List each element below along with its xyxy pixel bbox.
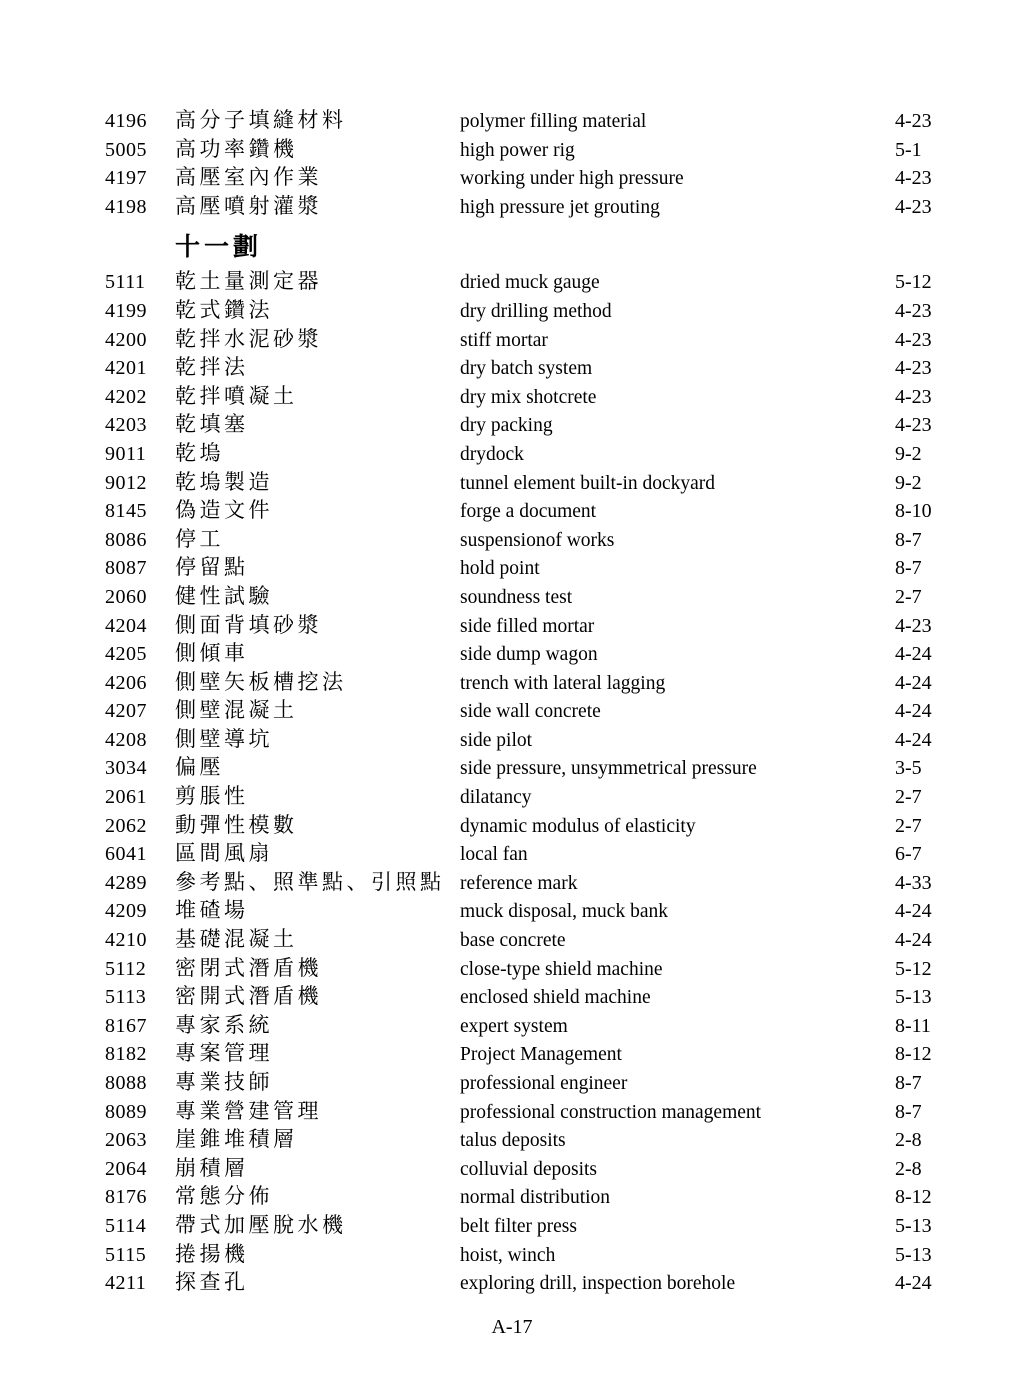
term-code: 8089 [105, 1100, 147, 1123]
term-english: hoist, winch [460, 1244, 556, 1266]
term-row [105, 135, 965, 164]
term-row [105, 1011, 965, 1040]
term-code: 9011 [105, 442, 147, 465]
term-code: 4197 [105, 167, 147, 190]
term-chinese: 基礎混凝土 [175, 927, 298, 952]
term-english: muck disposal, muck bank [460, 901, 668, 923]
term-english: side pressure, unsymmetrical pressure [460, 758, 757, 780]
term-page-ref: 4-24 [895, 900, 932, 923]
term-code: 6041 [105, 843, 147, 866]
term-chinese: 停留點 [175, 555, 249, 580]
term-code: 8088 [105, 1072, 147, 1094]
term-english: dry packing [460, 415, 553, 437]
term-row [105, 753, 965, 782]
term-row [105, 192, 965, 221]
term-chinese: 高壓室內作業 [175, 165, 322, 190]
term-chinese: 偏壓 [175, 755, 224, 780]
term-row [105, 639, 965, 668]
term-chinese: 常態分佈 [175, 1184, 273, 1209]
term-row [105, 1268, 965, 1297]
term-english: working under high pressure [460, 168, 684, 190]
term-chinese: 專家系統 [175, 1012, 273, 1037]
term-page-ref: 4-23 [895, 414, 932, 437]
term-row [105, 782, 965, 811]
term-page-ref: 2-8 [895, 1157, 922, 1180]
term-chinese: 崩積層 [175, 1155, 249, 1180]
term-chinese: 乾填塞 [175, 412, 249, 437]
term-english: suspensionof works [460, 529, 615, 551]
term-page-ref: 4-23 [895, 385, 932, 408]
term-page-ref: 4-24 [895, 700, 932, 723]
term-english: exploring drill, inspection borehole [460, 1273, 736, 1295]
term-row [105, 1125, 965, 1154]
term-code: 9012 [105, 471, 147, 494]
term-english: reference mark [460, 872, 578, 894]
term-page-ref: 5-1 [895, 138, 922, 161]
term-chinese: 密閉式潛盾機 [175, 955, 322, 980]
term-chinese: 側壁矢板槽挖法 [175, 669, 347, 694]
term-page-ref: 8-12 [895, 1186, 932, 1209]
term-english: side pilot [460, 729, 533, 751]
term-row [105, 410, 965, 439]
term-row [105, 439, 965, 468]
term-code: 2061 [105, 786, 147, 809]
term-row [105, 696, 965, 725]
term-row [105, 525, 965, 554]
term-page-ref: 4-23 [895, 328, 932, 351]
term-code: 4200 [105, 328, 147, 351]
term-english: dry mix shotcrete [460, 386, 597, 408]
term-chinese: 高功率鑽機 [175, 136, 298, 161]
term-page-ref: 2-7 [895, 585, 922, 608]
term-chinese: 偽造文件 [175, 498, 273, 523]
term-page-ref: 4-23 [895, 195, 932, 218]
term-page-ref: 2-8 [895, 1129, 922, 1152]
term-row [105, 1068, 965, 1097]
term-row [105, 267, 965, 296]
term-page-ref: 4-24 [895, 929, 932, 952]
term-chinese: 乾塢 [175, 440, 224, 465]
term-chinese: 區間風扇 [175, 841, 273, 866]
term-code: 4205 [105, 643, 147, 666]
term-page-ref: 8-10 [895, 500, 932, 523]
term-code: 4202 [105, 385, 147, 408]
term-english: belt filter press [460, 1215, 577, 1237]
term-row [105, 468, 965, 497]
term-english: professional construction management [460, 1101, 762, 1123]
term-code: 4204 [105, 614, 147, 637]
term-chinese: 專業技師 [175, 1070, 273, 1094]
term-english: soundness test [460, 586, 573, 608]
term-chinese: 側壁導坑 [175, 726, 273, 751]
term-page-ref: 5-13 [895, 986, 932, 1009]
term-chinese: 乾拌噴凝土 [175, 383, 298, 408]
term-chinese: 剪脹性 [175, 784, 249, 809]
term-english: dried muck gauge [460, 272, 600, 294]
term-english: hold point [460, 558, 540, 580]
term-chinese: 乾拌水泥砂漿 [175, 326, 322, 351]
term-page-ref: 9-2 [895, 442, 922, 465]
term-row [105, 353, 965, 382]
term-page-ref: 4-24 [895, 671, 932, 694]
term-code: 8087 [105, 557, 147, 580]
term-page-ref: 8-12 [895, 1043, 932, 1066]
term-english: normal distribution [460, 1187, 611, 1209]
term-english: drydock [460, 443, 524, 465]
term-english: expert system [460, 1015, 568, 1037]
term-code: 4198 [105, 195, 147, 218]
page-number: A-17 [491, 1316, 533, 1338]
term-row [105, 1211, 965, 1240]
term-page-ref: 4-23 [895, 167, 932, 190]
term-chinese: 帶式加壓脫水機 [175, 1212, 347, 1237]
term-english: high power rig [460, 139, 575, 161]
term-page-ref: 8-7 [895, 1072, 922, 1094]
term-english: forge a document [460, 501, 597, 523]
term-row [105, 496, 965, 525]
term-code: 8182 [105, 1043, 147, 1066]
term-chinese: 參考點、照準點、引照點 [175, 869, 445, 894]
term-chinese: 動彈性模數 [175, 812, 298, 837]
term-english: dry drilling method [460, 300, 612, 322]
term-row [105, 896, 965, 925]
term-row [105, 1182, 965, 1211]
term-code: 4210 [105, 929, 147, 952]
term-chinese: 高分子填縫材料 [175, 108, 347, 132]
term-code: 4201 [105, 357, 147, 380]
term-english: dynamic modulus of elasticity [460, 815, 696, 837]
term-row [105, 868, 965, 897]
term-chinese: 健性試驗 [175, 583, 273, 608]
term-english: talus deposits [460, 1130, 566, 1152]
term-page-ref: 6-7 [895, 843, 922, 866]
term-page-ref: 4-23 [895, 357, 932, 380]
term-code: 4289 [105, 871, 147, 894]
term-english: professional engineer [460, 1073, 628, 1094]
term-page-ref: 8-7 [895, 528, 922, 551]
term-row [105, 811, 965, 840]
term-page-ref: 2-7 [895, 786, 922, 809]
term-code: 5114 [105, 1214, 147, 1237]
term-chinese: 專業營建管理 [175, 1098, 322, 1123]
term-page-ref: 8-7 [895, 1100, 922, 1123]
term-row [105, 163, 965, 192]
term-chinese: 密開式潛盾機 [175, 984, 322, 1009]
term-code: 8145 [105, 500, 147, 523]
term-english: dry batch system [460, 358, 593, 380]
term-row [105, 382, 965, 411]
term-page-ref: 4-24 [895, 643, 932, 666]
term-row [105, 582, 965, 611]
term-code: 4199 [105, 299, 147, 322]
term-row [105, 954, 965, 983]
term-code: 5111 [105, 271, 146, 294]
term-page-ref: 4-33 [895, 871, 932, 894]
term-chinese: 乾土量測定器 [175, 269, 322, 294]
term-page-ref: 3-5 [895, 757, 922, 780]
term-english: enclosed shield machine [460, 987, 651, 1009]
term-code: 3034 [105, 757, 147, 780]
term-english: dilatancy [460, 787, 532, 809]
term-row [105, 106, 965, 135]
term-row [105, 1039, 965, 1068]
term-page-ref: 4-23 [895, 614, 932, 637]
term-code: 8167 [105, 1014, 147, 1037]
term-code: 8086 [105, 528, 147, 551]
term-page-ref: 5-13 [895, 1243, 932, 1266]
term-row [105, 553, 965, 582]
term-chinese: 捲揚機 [175, 1241, 249, 1266]
term-english: tunnel element built-in dockyard [460, 472, 716, 494]
term-english: side wall concrete [460, 701, 601, 723]
term-row [105, 1097, 965, 1126]
term-row [105, 668, 965, 697]
term-chinese: 側面背填砂漿 [175, 612, 322, 637]
term-chinese: 停工 [175, 526, 224, 551]
term-code: 4206 [105, 671, 147, 694]
term-english: high pressure jet grouting [460, 196, 660, 218]
term-english: local fan [460, 844, 528, 866]
term-page-ref: 4-24 [895, 1272, 932, 1295]
term-row [105, 611, 965, 640]
term-english: side filled mortar [460, 615, 595, 637]
term-chinese: 堆碴場 [175, 898, 249, 923]
term-page-ref: 5-12 [895, 271, 932, 294]
term-code: 4208 [105, 728, 147, 751]
term-code: 2063 [105, 1129, 147, 1152]
term-code: 2062 [105, 814, 147, 837]
term-page-ref: 8-7 [895, 557, 922, 580]
term-english: colluvial deposits [460, 1158, 598, 1180]
term-code: 5005 [105, 138, 147, 161]
term-english: stiff mortar [460, 329, 548, 351]
term-code: 8176 [105, 1186, 147, 1209]
term-row [105, 296, 965, 325]
term-english: trench with lateral lagging [460, 672, 666, 694]
term-code: 4209 [105, 900, 147, 923]
term-row [105, 839, 965, 868]
term-code: 4211 [105, 1272, 147, 1295]
term-row [105, 725, 965, 754]
term-page-ref: 8-11 [895, 1014, 931, 1037]
term-chinese: 乾式鑽法 [175, 297, 273, 322]
term-english: Project Management [460, 1044, 622, 1066]
term-code: 2064 [105, 1157, 147, 1180]
term-page-ref: 4-24 [895, 728, 932, 751]
term-chinese: 崖錐堆積層 [175, 1127, 298, 1152]
term-chinese: 探查孔 [175, 1270, 249, 1295]
term-code: 5112 [105, 957, 147, 980]
term-row [105, 325, 965, 354]
term-code: 2060 [105, 585, 147, 608]
term-row [105, 1154, 965, 1183]
term-page-ref: 5-13 [895, 1214, 932, 1237]
term-code: 5113 [105, 986, 147, 1009]
term-page-ref: 4-23 [895, 299, 932, 322]
term-code: 4207 [105, 700, 147, 723]
term-row [105, 1240, 965, 1269]
term-page-ref: 4-23 [895, 110, 932, 132]
term-page-ref: 9-2 [895, 471, 922, 494]
term-chinese: 乾拌法 [175, 355, 249, 380]
term-english: base concrete [460, 930, 566, 952]
term-chinese: 側傾車 [175, 641, 249, 666]
term-english: polymer filling material [460, 111, 647, 132]
term-page-ref: 2-7 [895, 814, 922, 837]
term-code: 5115 [105, 1243, 147, 1266]
term-english: side dump wagon [460, 644, 598, 666]
term-page-ref: 5-12 [895, 957, 932, 980]
term-row [105, 925, 965, 954]
term-chinese: 專案管理 [175, 1041, 273, 1066]
term-chinese: 乾塢製造 [175, 469, 273, 494]
term-list [105, 106, 965, 1297]
term-english: close-type shield machine [460, 958, 663, 980]
term-chinese: 高壓噴射灌漿 [175, 193, 322, 218]
term-chinese: 側壁混凝土 [175, 698, 298, 723]
term-row [105, 982, 965, 1011]
section-header: 十一劃 [175, 234, 263, 262]
term-code: 4196 [105, 110, 147, 132]
term-code: 4203 [105, 414, 147, 437]
